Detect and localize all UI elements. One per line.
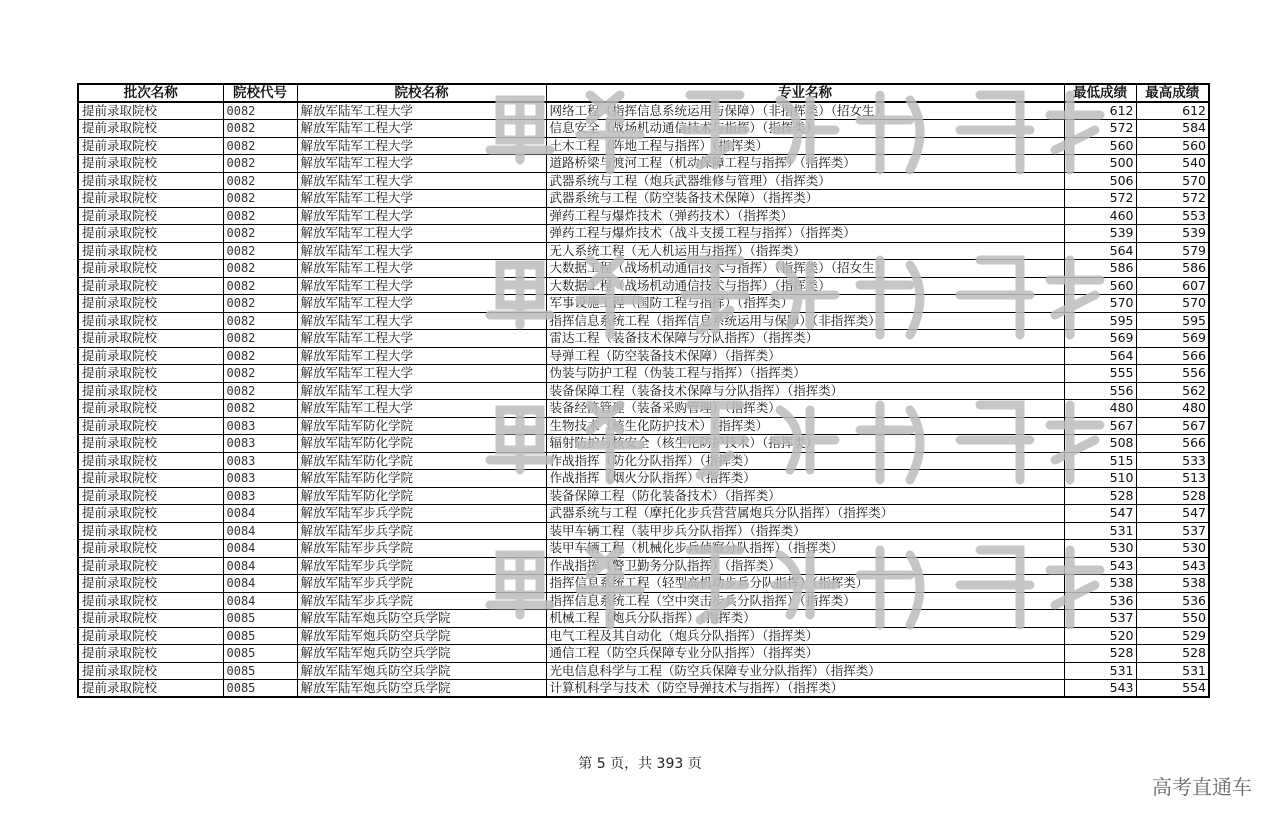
school-code-cell: 0082 — [223, 382, 297, 400]
max-score-cell: 513 — [1136, 470, 1209, 488]
max-score-cell: 533 — [1136, 452, 1209, 470]
major-name-cell: 雷达工程（装备技术保障与分队指挥）（指挥类） — [546, 330, 1064, 348]
table-row — [78, 522, 1209, 540]
school-name-cell: 解放军陆军炮兵防空兵学院 — [297, 627, 546, 645]
max-score-cell: 569 — [1136, 330, 1209, 348]
batch-cell: 提前录取院校 — [78, 207, 223, 225]
min-score-cell: 515 — [1064, 452, 1136, 470]
batch-cell: 提前录取院校 — [78, 557, 223, 575]
batch-cell: 提前录取院校 — [78, 120, 223, 138]
column-header-batch: 批次名称 — [78, 84, 223, 102]
major-name-cell: 生物技术（核生化防护技术）（指挥类） — [546, 417, 1064, 435]
table-row — [78, 610, 1209, 628]
school-name-cell: 解放军陆军工程大学 — [297, 120, 546, 138]
min-score-cell: 612 — [1064, 102, 1136, 120]
min-score-cell: 543 — [1064, 680, 1136, 698]
major-name-cell: 弹药工程与爆炸技术（弹药技术）（指挥类） — [546, 207, 1064, 225]
major-name-cell: 作战指挥（警卫勤务分队指挥）（指挥类） — [546, 557, 1064, 575]
max-score-cell: 566 — [1136, 435, 1209, 453]
table-row — [78, 242, 1209, 260]
min-score-cell: 480 — [1064, 400, 1136, 418]
min-score-cell: 460 — [1064, 207, 1136, 225]
batch-cell: 提前录取院校 — [78, 610, 223, 628]
batch-cell: 提前录取院校 — [78, 452, 223, 470]
max-score-cell: 536 — [1136, 592, 1209, 610]
school-name-cell: 解放军陆军工程大学 — [297, 172, 546, 190]
table-row — [78, 277, 1209, 295]
table-row — [78, 487, 1209, 505]
school-code-cell: 0084 — [223, 592, 297, 610]
table-row — [78, 540, 1209, 558]
school-code-cell: 0085 — [223, 680, 297, 698]
min-score-cell: 572 — [1064, 120, 1136, 138]
school-code-cell: 0083 — [223, 470, 297, 488]
min-score-cell: 555 — [1064, 365, 1136, 383]
school-code-cell: 0084 — [223, 505, 297, 523]
min-score-cell: 567 — [1064, 417, 1136, 435]
column-header-major-name: 专业名称 — [546, 84, 1064, 102]
school-name-cell: 解放军陆军炮兵防空兵学院 — [297, 610, 546, 628]
table-row — [78, 120, 1209, 138]
batch-cell: 提前录取院校 — [78, 575, 223, 593]
min-score-cell: 560 — [1064, 277, 1136, 295]
school-code-cell: 0082 — [223, 190, 297, 208]
table-row — [78, 645, 1209, 663]
max-score-cell: 530 — [1136, 540, 1209, 558]
min-score-cell: 586 — [1064, 260, 1136, 278]
school-name-cell: 解放军陆军步兵学院 — [297, 505, 546, 523]
max-score-cell: 579 — [1136, 242, 1209, 260]
table-row — [78, 102, 1209, 120]
max-score-cell: 537 — [1136, 522, 1209, 540]
max-score-cell: 562 — [1136, 382, 1209, 400]
major-name-cell: 装备保障工程（装备技术保障与分队指挥）（指挥类） — [546, 382, 1064, 400]
max-score-cell: 540 — [1136, 155, 1209, 173]
table-header-row — [78, 84, 1209, 102]
min-score-cell: 547 — [1064, 505, 1136, 523]
batch-cell: 提前录取院校 — [78, 330, 223, 348]
max-score-cell: 531 — [1136, 662, 1209, 680]
school-code-cell: 0084 — [223, 540, 297, 558]
batch-cell: 提前录取院校 — [78, 505, 223, 523]
school-name-cell: 解放军陆军防化学院 — [297, 435, 546, 453]
school-name-cell: 解放军陆军工程大学 — [297, 347, 546, 365]
major-name-cell: 武器系统与工程（摩托化步兵营营属炮兵分队指挥）（指挥类） — [546, 505, 1064, 523]
page-footer: 第 5 页，共 393 页 — [578, 756, 702, 772]
school-name-cell: 解放军陆军工程大学 — [297, 155, 546, 173]
min-score-cell: 536 — [1064, 592, 1136, 610]
batch-cell: 提前录取院校 — [78, 277, 223, 295]
max-score-cell: 572 — [1136, 190, 1209, 208]
major-name-cell: 道路桥梁与渡河工程（机动保障工程与指挥）（指挥类） — [546, 155, 1064, 173]
table-row — [78, 155, 1209, 173]
school-name-cell: 解放军陆军工程大学 — [297, 382, 546, 400]
major-name-cell: 计算机科学与技术（防空导弹技术与指挥）（指挥类） — [546, 680, 1064, 698]
batch-cell: 提前录取院校 — [78, 592, 223, 610]
school-code-cell: 0082 — [223, 242, 297, 260]
min-score-cell: 530 — [1064, 540, 1136, 558]
max-score-cell: 528 — [1136, 487, 1209, 505]
school-name-cell: 解放军陆军防化学院 — [297, 417, 546, 435]
school-name-cell: 解放军陆军防化学院 — [297, 487, 546, 505]
max-score-cell: 539 — [1136, 225, 1209, 243]
school-name-cell: 解放军陆军防化学院 — [297, 452, 546, 470]
major-name-cell: 装备经济管理（装备采购管理）（指挥类） — [546, 400, 1064, 418]
batch-cell: 提前录取院校 — [78, 102, 223, 120]
major-name-cell: 军事设施工程（国防工程与指挥）（指挥类） — [546, 295, 1064, 313]
table-row — [78, 575, 1209, 593]
school-name-cell: 解放军陆军工程大学 — [297, 137, 546, 155]
school-code-cell: 0083 — [223, 487, 297, 505]
school-name-cell: 解放军陆军工程大学 — [297, 277, 546, 295]
school-name-cell: 解放军陆军工程大学 — [297, 312, 546, 330]
school-code-cell: 0082 — [223, 172, 297, 190]
max-score-cell: 595 — [1136, 312, 1209, 330]
column-header-school-name: 院校名称 — [297, 84, 546, 102]
major-name-cell: 土木工程（阵地工程与指挥）（指挥类） — [546, 137, 1064, 155]
major-name-cell: 辐射防护与核安全（核生化防护技术）（指挥类） — [546, 435, 1064, 453]
major-name-cell: 信息安全（战场机动通信技术与指挥）（指挥类） — [546, 120, 1064, 138]
school-code-cell: 0082 — [223, 330, 297, 348]
batch-cell: 提前录取院校 — [78, 155, 223, 173]
min-score-cell: 531 — [1064, 522, 1136, 540]
max-score-cell: 570 — [1136, 295, 1209, 313]
major-name-cell: 大数据工程（战场机动通信技术与指挥）（指挥类） — [546, 277, 1064, 295]
admission-score-table — [77, 83, 1210, 698]
batch-cell: 提前录取院校 — [78, 295, 223, 313]
major-name-cell: 光电信息科学与工程（防空兵保障专业分队指挥）（指挥类） — [546, 662, 1064, 680]
school-name-cell: 解放军陆军工程大学 — [297, 400, 546, 418]
major-name-cell: 指挥信息系统工程（指挥信息系统运用与保障）（非指挥类） — [546, 312, 1064, 330]
major-name-cell: 指挥信息系统工程（空中突击步兵分队指挥）（指挥类） — [546, 592, 1064, 610]
major-name-cell: 导弹工程（防空装备技术保障）（指挥类） — [546, 347, 1064, 365]
max-score-cell: 550 — [1136, 610, 1209, 628]
max-score-cell: 547 — [1136, 505, 1209, 523]
major-name-cell: 无人系统工程（无人机运用与指挥）（指挥类） — [546, 242, 1064, 260]
min-score-cell: 572 — [1064, 190, 1136, 208]
table-row — [78, 330, 1209, 348]
school-code-cell: 0082 — [223, 207, 297, 225]
table-row — [78, 190, 1209, 208]
school-name-cell: 解放军陆军炮兵防空兵学院 — [297, 662, 546, 680]
min-score-cell: 556 — [1064, 382, 1136, 400]
min-score-cell: 528 — [1064, 645, 1136, 663]
min-score-cell: 500 — [1064, 155, 1136, 173]
batch-cell: 提前录取院校 — [78, 680, 223, 698]
school-name-cell: 解放军陆军步兵学院 — [297, 557, 546, 575]
batch-cell: 提前录取院校 — [78, 540, 223, 558]
table-row — [78, 435, 1209, 453]
table-row — [78, 295, 1209, 313]
school-code-cell: 0082 — [223, 400, 297, 418]
max-score-cell: 543 — [1136, 557, 1209, 575]
batch-cell: 提前录取院校 — [78, 347, 223, 365]
max-score-cell: 560 — [1136, 137, 1209, 155]
min-score-cell: 531 — [1064, 662, 1136, 680]
batch-cell: 提前录取院校 — [78, 190, 223, 208]
max-score-cell: 566 — [1136, 347, 1209, 365]
column-header-max-score: 最高成绩 — [1136, 84, 1209, 102]
major-name-cell: 伪装与防护工程（伪装工程与指挥）（指挥类） — [546, 365, 1064, 383]
min-score-cell: 570 — [1064, 295, 1136, 313]
table-row — [78, 365, 1209, 383]
max-score-cell: 528 — [1136, 645, 1209, 663]
min-score-cell: 560 — [1064, 137, 1136, 155]
school-name-cell: 解放军陆军步兵学院 — [297, 575, 546, 593]
school-name-cell: 解放军陆军炮兵防空兵学院 — [297, 645, 546, 663]
min-score-cell: 508 — [1064, 435, 1136, 453]
school-code-cell: 0085 — [223, 645, 297, 663]
max-score-cell: 529 — [1136, 627, 1209, 645]
batch-cell: 提前录取院校 — [78, 365, 223, 383]
school-code-cell: 0082 — [223, 225, 297, 243]
major-name-cell: 机械工程（炮兵分队指挥）（指挥类） — [546, 610, 1064, 628]
batch-cell: 提前录取院校 — [78, 172, 223, 190]
table-row — [78, 470, 1209, 488]
min-score-cell: 537 — [1064, 610, 1136, 628]
school-name-cell: 解放军陆军工程大学 — [297, 190, 546, 208]
column-header-school-code: 院校代号 — [223, 84, 297, 102]
school-name-cell: 解放军陆军步兵学院 — [297, 540, 546, 558]
table-row — [78, 207, 1209, 225]
school-name-cell: 解放军陆军工程大学 — [297, 295, 546, 313]
table-body — [78, 102, 1209, 697]
min-score-cell: 595 — [1064, 312, 1136, 330]
table-row — [78, 400, 1209, 418]
min-score-cell: 506 — [1064, 172, 1136, 190]
table-row — [78, 382, 1209, 400]
major-name-cell: 装甲车辆工程（机械化步兵侦察分队指挥）（指挥类） — [546, 540, 1064, 558]
max-score-cell: 556 — [1136, 365, 1209, 383]
major-name-cell: 网络工程（指挥信息系统运用与保障）（非指挥类）（招女生） — [546, 102, 1064, 120]
batch-cell: 提前录取院校 — [78, 225, 223, 243]
table-row — [78, 260, 1209, 278]
max-score-cell: 584 — [1136, 120, 1209, 138]
major-name-cell: 装甲车辆工程（装甲步兵分队指挥）（指挥类） — [546, 522, 1064, 540]
school-name-cell: 解放军陆军工程大学 — [297, 260, 546, 278]
batch-cell: 提前录取院校 — [78, 435, 223, 453]
max-score-cell: 553 — [1136, 207, 1209, 225]
table-row — [78, 137, 1209, 155]
school-name-cell: 解放军陆军工程大学 — [297, 102, 546, 120]
min-score-cell: 543 — [1064, 557, 1136, 575]
school-code-cell: 0082 — [223, 120, 297, 138]
school-code-cell: 0082 — [223, 365, 297, 383]
min-score-cell: 528 — [1064, 487, 1136, 505]
min-score-cell: 569 — [1064, 330, 1136, 348]
school-name-cell: 解放军陆军步兵学院 — [297, 592, 546, 610]
major-name-cell: 作战指挥（防化分队指挥）（指挥类） — [546, 452, 1064, 470]
table-row — [78, 452, 1209, 470]
major-name-cell: 武器系统与工程（防空装备技术保障）（指挥类） — [546, 190, 1064, 208]
school-name-cell: 解放军陆军步兵学院 — [297, 522, 546, 540]
school-code-cell: 0082 — [223, 295, 297, 313]
major-name-cell: 弹药工程与爆炸技术（战斗支援工程与指挥）（指挥类） — [546, 225, 1064, 243]
table-row — [78, 592, 1209, 610]
max-score-cell: 607 — [1136, 277, 1209, 295]
major-name-cell: 武器系统与工程（炮兵武器维修与管理）（指挥类） — [546, 172, 1064, 190]
min-score-cell: 520 — [1064, 627, 1136, 645]
brand-watermark-text: 高考直通车 — [1152, 775, 1252, 799]
table-row — [78, 347, 1209, 365]
table-row — [78, 417, 1209, 435]
major-name-cell: 指挥信息系统工程（轻型高机动步兵分队指挥）（指挥类） — [546, 575, 1064, 593]
batch-cell: 提前录取院校 — [78, 627, 223, 645]
table-row — [78, 505, 1209, 523]
max-score-cell: 538 — [1136, 575, 1209, 593]
school-code-cell: 0085 — [223, 662, 297, 680]
min-score-cell: 538 — [1064, 575, 1136, 593]
min-score-cell: 564 — [1064, 242, 1136, 260]
school-code-cell: 0082 — [223, 347, 297, 365]
major-name-cell: 作战指挥（烟火分队指挥）（指挥类） — [546, 470, 1064, 488]
school-name-cell: 解放军陆军工程大学 — [297, 365, 546, 383]
max-score-cell: 480 — [1136, 400, 1209, 418]
school-name-cell: 解放军陆军防化学院 — [297, 470, 546, 488]
school-name-cell: 解放军陆军炮兵防空兵学院 — [297, 680, 546, 698]
school-code-cell: 0082 — [223, 260, 297, 278]
batch-cell: 提前录取院校 — [78, 242, 223, 260]
batch-cell: 提前录取院校 — [78, 137, 223, 155]
school-code-cell: 0083 — [223, 435, 297, 453]
school-code-cell: 0082 — [223, 277, 297, 295]
min-score-cell: 510 — [1064, 470, 1136, 488]
school-name-cell: 解放军陆军工程大学 — [297, 225, 546, 243]
max-score-cell: 554 — [1136, 680, 1209, 698]
batch-cell: 提前录取院校 — [78, 312, 223, 330]
major-name-cell: 大数据工程（战场机动通信技术与指挥）（指挥类）（招女生） — [546, 260, 1064, 278]
max-score-cell: 567 — [1136, 417, 1209, 435]
school-code-cell: 0084 — [223, 557, 297, 575]
batch-cell: 提前录取院校 — [78, 417, 223, 435]
max-score-cell: 570 — [1136, 172, 1209, 190]
school-name-cell: 解放军陆军工程大学 — [297, 330, 546, 348]
batch-cell: 提前录取院校 — [78, 260, 223, 278]
table-row — [78, 680, 1209, 698]
min-score-cell: 539 — [1064, 225, 1136, 243]
table-row — [78, 627, 1209, 645]
batch-cell: 提前录取院校 — [78, 400, 223, 418]
school-name-cell: 解放军陆军工程大学 — [297, 207, 546, 225]
batch-cell: 提前录取院校 — [78, 662, 223, 680]
batch-cell: 提前录取院校 — [78, 382, 223, 400]
table-row — [78, 225, 1209, 243]
school-code-cell: 0085 — [223, 627, 297, 645]
school-code-cell: 0082 — [223, 102, 297, 120]
school-code-cell: 0082 — [223, 137, 297, 155]
major-name-cell: 装备保障工程（防化装备技术）（指挥类） — [546, 487, 1064, 505]
school-code-cell: 0084 — [223, 575, 297, 593]
school-code-cell: 0083 — [223, 417, 297, 435]
table-row — [78, 662, 1209, 680]
major-name-cell: 电气工程及其自动化（炮兵分队指挥）（指挥类） — [546, 627, 1064, 645]
column-header-min-score: 最低成绩 — [1064, 84, 1136, 102]
batch-cell: 提前录取院校 — [78, 470, 223, 488]
table-row — [78, 312, 1209, 330]
min-score-cell: 564 — [1064, 347, 1136, 365]
table-row — [78, 172, 1209, 190]
max-score-cell: 586 — [1136, 260, 1209, 278]
school-code-cell: 0085 — [223, 610, 297, 628]
school-name-cell: 解放军陆军工程大学 — [297, 242, 546, 260]
major-name-cell: 通信工程（防空兵保障专业分队指挥）（指挥类） — [546, 645, 1064, 663]
table-row — [78, 557, 1209, 575]
school-code-cell: 0083 — [223, 452, 297, 470]
batch-cell: 提前录取院校 — [78, 522, 223, 540]
school-code-cell: 0082 — [223, 312, 297, 330]
max-score-cell: 612 — [1136, 102, 1209, 120]
batch-cell: 提前录取院校 — [78, 487, 223, 505]
school-code-cell: 0084 — [223, 522, 297, 540]
school-code-cell: 0082 — [223, 155, 297, 173]
batch-cell: 提前录取院校 — [78, 645, 223, 663]
